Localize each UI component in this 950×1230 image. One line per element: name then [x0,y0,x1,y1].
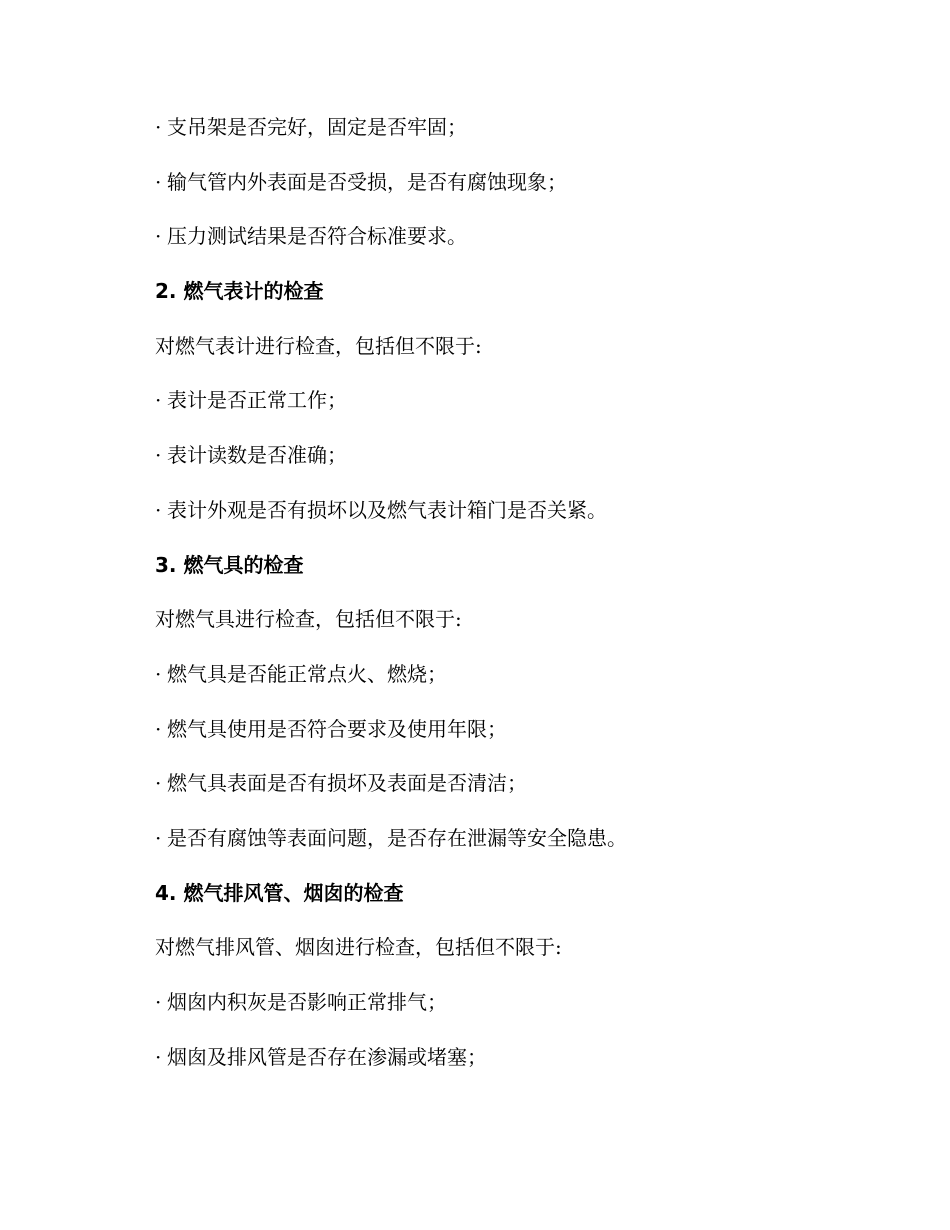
list-item-text: 燃气具是否能正常点火、燃烧； [167,661,447,686]
section-intro: 对燃气表计进行检查，包括但不限于: [155,333,482,358]
section-intro: 对燃气排风管、烟囱进行检查，包括但不限于: [155,935,562,960]
list-item [155,112,815,167]
bullet-mark: · [155,825,162,850]
list-item-text: 压力测试结果是否符合标准要求。 [167,224,467,249]
list-item-text: 是否有腐蚀等表面问题，是否存在泄漏等安全隐患。 [167,825,627,850]
list-item-text: 烟囱及排风管是否存在渗漏或堵塞； [167,1044,487,1069]
list-item [155,659,815,714]
document-body [155,112,815,1096]
list-item [155,768,815,823]
list-item [155,385,815,440]
list-item-text: 燃气具使用是否符合要求及使用年限； [167,716,507,741]
list-item-text: 表计读数是否准确； [167,443,347,468]
bullet-mark: · [155,497,162,522]
bullet-mark: · [155,169,162,194]
bullet-mark: · [155,443,162,468]
section-heading: 4. 燃气排风管、烟囱的检查 [155,880,404,905]
list-item-text: 支吊架是否完好，固定是否牢固； [167,115,467,139]
list-item [155,1042,815,1097]
list-item-text: 表计外观是否有损坏以及燃气表计箱门是否关紧。 [167,497,607,522]
bullet-mark: · [155,716,162,741]
bullet-mark: · [155,115,162,139]
list-item [155,987,815,1042]
list-item [155,221,815,276]
bullet-mark: · [155,661,162,686]
bullet-mark: · [155,771,162,796]
list-item-text: 燃气具表面是否有损坏及表面是否清洁； [167,771,527,796]
bullet-mark: · [155,224,162,249]
list-item [155,440,815,495]
list-item-text: 烟囱内积灰是否影响正常排气； [167,990,447,1014]
list-item-text: 输气管内外表面是否受损，是否有腐蚀现象； [167,169,567,194]
list-item [155,823,815,878]
list-item [155,714,815,769]
bullet-mark: · [155,990,162,1014]
section-intro: 对燃气具进行检查，包括但不限于: [155,607,462,632]
list-item [155,495,815,550]
section-heading: 3. 燃气具的检查 [155,552,304,577]
list-item [155,167,815,222]
bullet-mark: · [155,388,162,413]
section-heading: 2. 燃气表计的检查 [155,279,324,304]
list-item-text: 表计是否正常工作； [167,388,347,413]
bullet-mark: · [155,1044,162,1069]
